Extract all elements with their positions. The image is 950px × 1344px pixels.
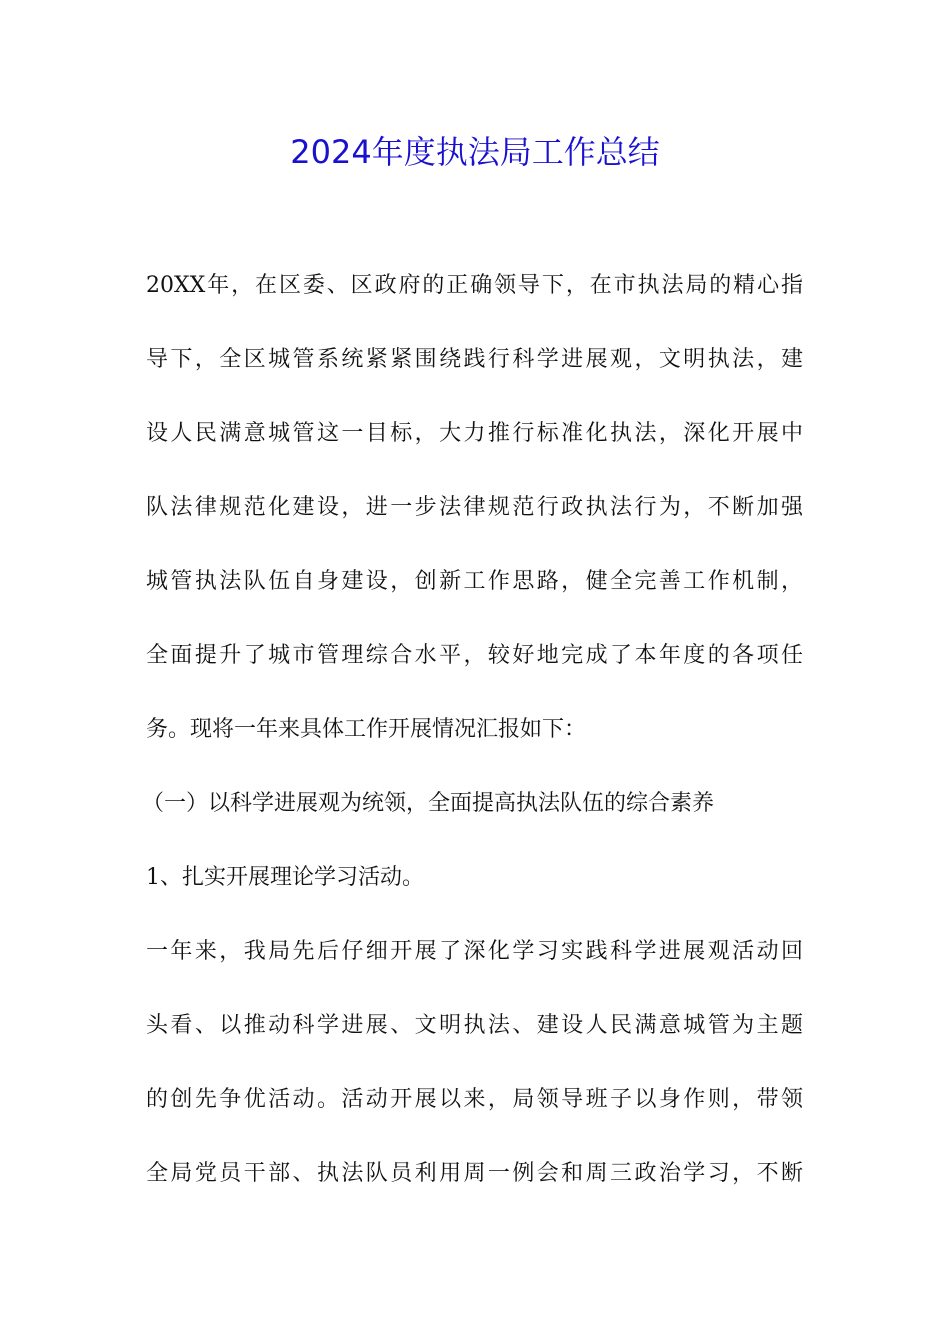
paragraph-1-line-3: 设人民满意城管这一目标，大力推行标准化执法，深化开展中 bbox=[146, 421, 803, 446]
section-heading-1: （一）以科学进展观为统领，全面提高执法队伍的综合素养 bbox=[142, 791, 715, 816]
paragraph-2-line-2: 头看、以推动科学进展、文明执法、建设人民满意城管为主题 bbox=[146, 1013, 803, 1038]
paragraph-1-line-1: 20XX年，在区委、区政府的正确领导下，在市执法局的精心指 bbox=[146, 273, 803, 298]
document-title: 2024年度执法局工作总结 bbox=[290, 133, 660, 171]
paragraph-1-line-2: 导下，全区城管系统紧紧围绕践行科学进展观，文明执法，建 bbox=[146, 347, 803, 372]
paragraph-2-line-1: 一年来，我局先后仔细开展了深化学习实践科学进展观活动回 bbox=[146, 939, 803, 964]
paragraph-1-line-6: 全面提升了城市管理综合水平，较好地完成了本年度的各项任 bbox=[146, 643, 803, 668]
paragraph-1-line-7: 务。现将一年来具体工作开展情况汇报如下： bbox=[146, 717, 587, 742]
paragraph-2-line-3: 的创先争优活动。活动开展以来，局领导班子以身作则，带领 bbox=[146, 1087, 803, 1112]
paragraph-1-line-4: 队法律规范化建设，进一步法律规范行政执法行为，不断加强 bbox=[146, 495, 803, 520]
subheading-1: 1、扎实开展理论学习活动。 bbox=[146, 865, 424, 890]
paragraph-2-line-4: 全局党员干部、执法队员利用周一例会和周三政治学习，不断 bbox=[146, 1161, 803, 1186]
paragraph-1-line-5: 城管执法队伍自身建设，创新工作思路，健全完善工作机制， bbox=[146, 569, 803, 594]
